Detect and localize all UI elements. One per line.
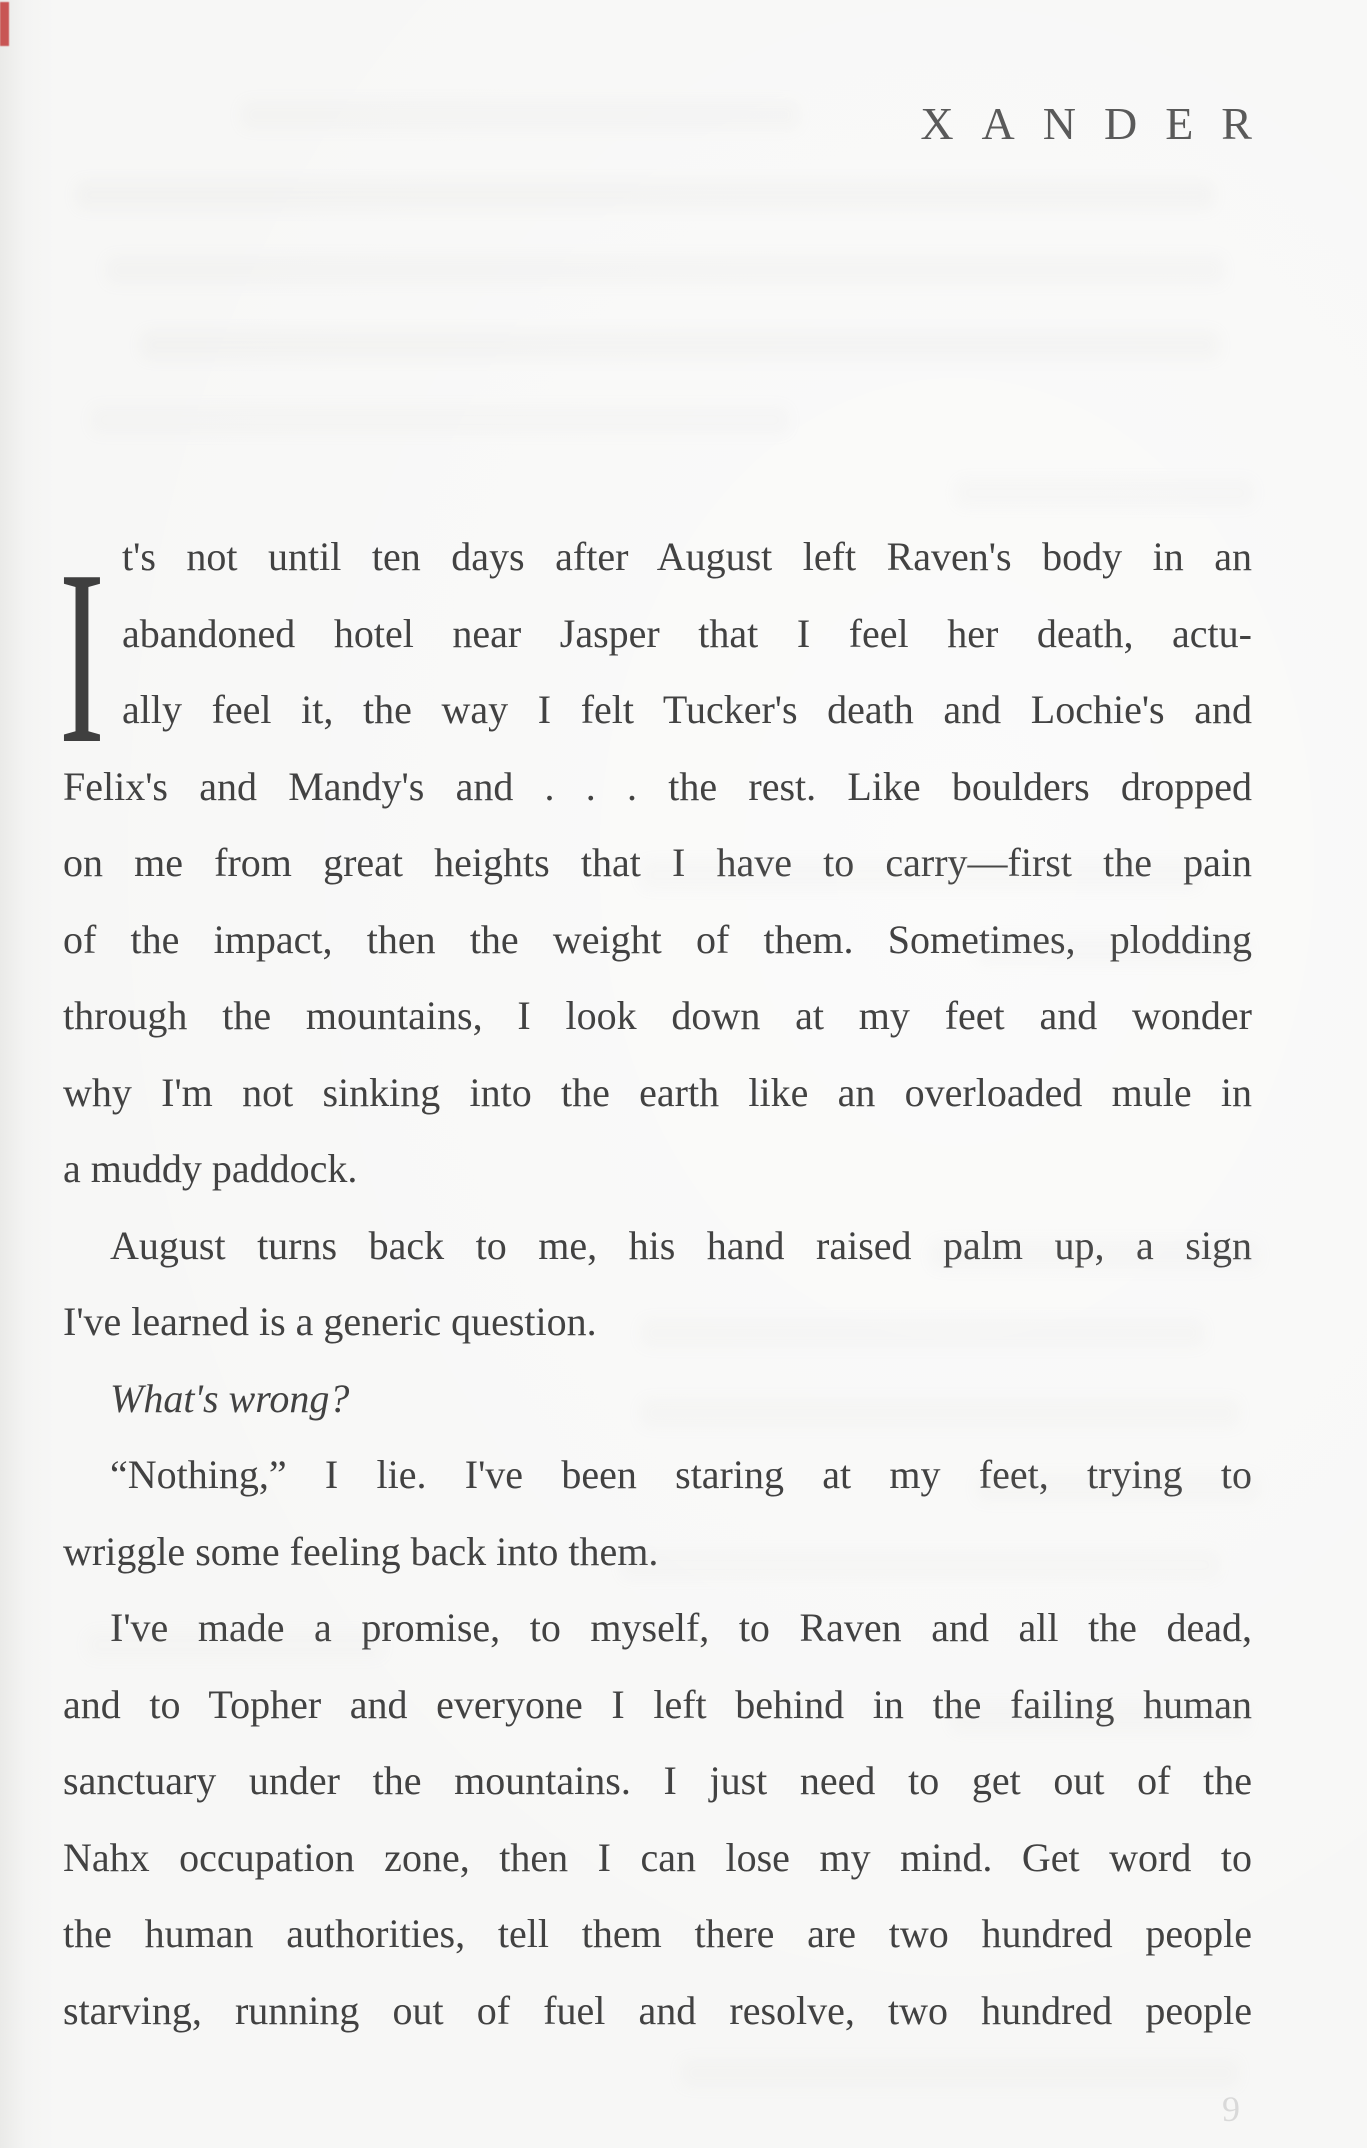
- bleed-through-artifact: [955, 478, 1255, 508]
- bleed-through-artifact: [240, 100, 800, 130]
- text-line: and to Topher and everyone I left behind in the failing human: [63, 1681, 1252, 1727]
- chapter-title: [920, 96, 1280, 152]
- bleed-through-artifact: [640, 1318, 1205, 1348]
- text-line: the human authorities, tell them there are two hundred people: [63, 1911, 1252, 1956]
- drop-cap-column: [59, 519, 122, 796]
- bleed-through-artifact: [975, 1473, 1260, 1503]
- text-line: through the mountains, I look down at my feet and wonder: [63, 993, 1252, 1038]
- text-line: abandoned hotel near Jasper that I feel her death, actu-: [122, 610, 1252, 656]
- text-line: Nahx occupation zone, then I can lose my mind. Get word to: [63, 1834, 1252, 1880]
- bleed-through-artifact: [680, 2058, 1240, 2088]
- text-line: I've made a promise, to myself, to Raven and all the dead,: [110, 1605, 1252, 1650]
- scan-artifact-red: [0, 2, 9, 46]
- chapter-title-text: XANDER: [920, 98, 1280, 149]
- bleed-through-artifact: [620, 1550, 1220, 1580]
- text-line: why I'm not sinking into the earth like an overloaded mule in: [63, 1069, 1252, 1115]
- text-line: I've learned is a generic question.: [63, 1299, 597, 1344]
- drop-cap-letter: I: [59, 519, 105, 796]
- bleed-through-artifact: [640, 1398, 1240, 1428]
- bleed-through-artifact: [85, 1630, 385, 1660]
- text-line: of the impact, then the weight of them. Sometimes, plodding: [63, 916, 1252, 962]
- text-line: Felix's and Mandy's and . . . the rest. Like boulders dropped: [63, 763, 1252, 809]
- body-text: [59, 519, 1252, 2049]
- text-line: August turns back to me, his hand raised palm up, a sign: [110, 1222, 1252, 1268]
- bleed-through-artifact: [975, 935, 1250, 965]
- page-number: 9: [1222, 2089, 1240, 2129]
- text-line: sanctuary under the mountains. I just need to get out of the: [63, 1758, 1252, 1803]
- bleed-through-artifact: [105, 255, 1225, 285]
- text-line: on me from great heights that I have to carry—first the pain: [63, 840, 1252, 885]
- bleed-through-artifact: [90, 405, 790, 435]
- bleed-through-artifact: [140, 330, 1220, 360]
- text-line: a muddy paddock.: [63, 1146, 358, 1191]
- dropcap-adjacent-lines: [122, 519, 1252, 749]
- text-line: ally feel it, the way I felt Tucker's death and Lochie's and: [122, 687, 1252, 732]
- text-line: wriggle some feeling back into them.: [63, 1528, 659, 1574]
- bleed-through-artifact: [930, 1240, 1260, 1270]
- text-line: What's wrong?: [110, 1375, 350, 1421]
- bleed-through-artifact: [75, 180, 1215, 210]
- text-line: starving, running out of fuel and resolve, two hundred people: [63, 1987, 1252, 2033]
- bleed-through-artifact: [950, 1703, 1250, 1733]
- bleed-through-artifact: [640, 860, 1200, 890]
- text-line: t's not until ten days after August left Raven's body in an: [122, 534, 1252, 579]
- text-line: “Nothing,” I lie. I've been staring at my feet, trying to: [110, 1452, 1252, 1497]
